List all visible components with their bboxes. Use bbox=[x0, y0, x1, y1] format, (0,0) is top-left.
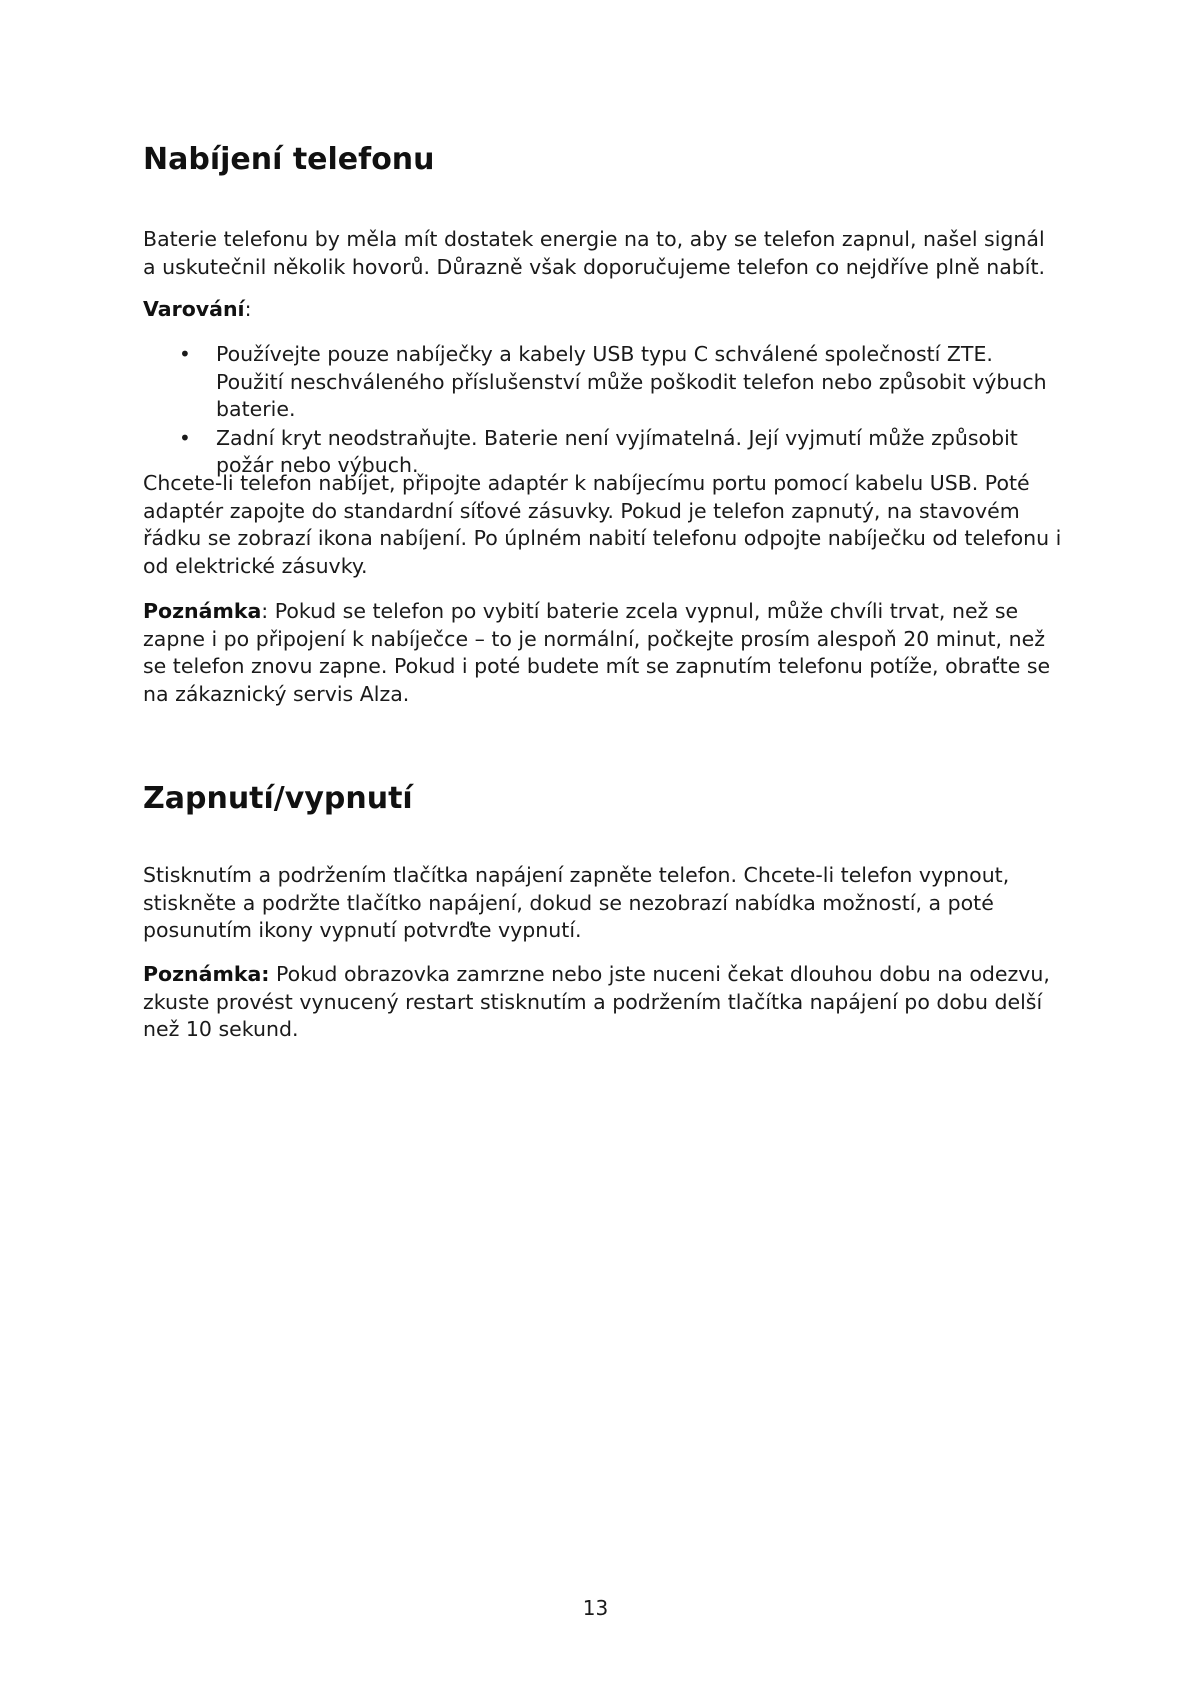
note-label: Poznámka: bbox=[143, 962, 270, 986]
bullet-icon: • bbox=[179, 425, 191, 450]
note-label: Poznámka bbox=[143, 599, 262, 623]
list-item-text: Používejte pouze nabíječky a kabely USB typu C schválené společností ZTE. Použití neschváleného příslušenství může poškodit telefon nebo způsobit výbuch baterie. bbox=[216, 342, 1047, 421]
charging-note-paragraph bbox=[143, 598, 1063, 708]
power-intro-text: Stisknutím a podržením tlačítka napájení zapněte telefon. Chcete-li telefon vypnout, stiskněte a podržte tlačítko napájení, dokud se nezobrazí nabídka možností, a poté posunutím ikony vypnutí potvrďte vypnutí. bbox=[143, 863, 1010, 942]
charging-instructions-paragraph bbox=[143, 470, 1063, 580]
list-item bbox=[143, 341, 1063, 424]
power-intro-paragraph bbox=[143, 862, 1063, 945]
section-title-power: Zapnutí/vypnutí bbox=[143, 781, 413, 816]
page-number: 13 bbox=[582, 1596, 609, 1620]
warning-list bbox=[143, 341, 1063, 481]
warning-heading bbox=[143, 296, 1063, 324]
warning-label: Varování bbox=[143, 297, 245, 321]
charging-intro-paragraph bbox=[143, 226, 1063, 281]
power-note-paragraph bbox=[143, 961, 1063, 1044]
charging-intro-text: Baterie telefonu by měla mít dostatek energie na to, aby se telefon zapnul, našel signál a uskutečnil několik hovorů. Důrazně však doporučujeme telefon co nejdříve plně nabít. bbox=[143, 227, 1046, 279]
section-title-charging: Nabíjení telefonu bbox=[143, 142, 435, 177]
charging-instructions-text: Chcete-li telefon nabíjet, připojte adaptér k nabíjecímu portu pomocí kabelu USB. Poté adaptér zapojte do standardní síťové zásuvky. Pokud je telefon zapnutý, na stavovém řádku se zobrazí ikona nabíjení. Po úplném nabití telefonu odpojte nabíječku od telefonu i od elektrické zásuvky. bbox=[143, 471, 1062, 578]
note-text: Pokud obrazovka zamrzne nebo jste nuceni čekat dlouhou dobu na odezvu, zkuste provést vynucený restart stisknutím a podržením tlačítka napájení po dobu delší než 10 sekund. bbox=[143, 962, 1050, 1041]
list-item-text: Zadní kryt neodstraňujte. Baterie není vyjímatelná. Její vyjmutí může způsobit požár nebo výbuch. bbox=[216, 425, 1018, 477]
bullet-icon: • bbox=[179, 342, 191, 366]
note-text: : Pokud se telefon po vybití baterie zcela vypnul, může chvíli trvat, než se zapne i po připojení k nabíječce – to je normální, počkejte prosím alespoň 20 minut, než se telefon znovu zapne. Pokud i poté budete mít se zapnutím telefonu potíže, obraťte se na zákaznický servis Alza. bbox=[143, 599, 1051, 706]
warning-colon: : bbox=[244, 297, 252, 321]
